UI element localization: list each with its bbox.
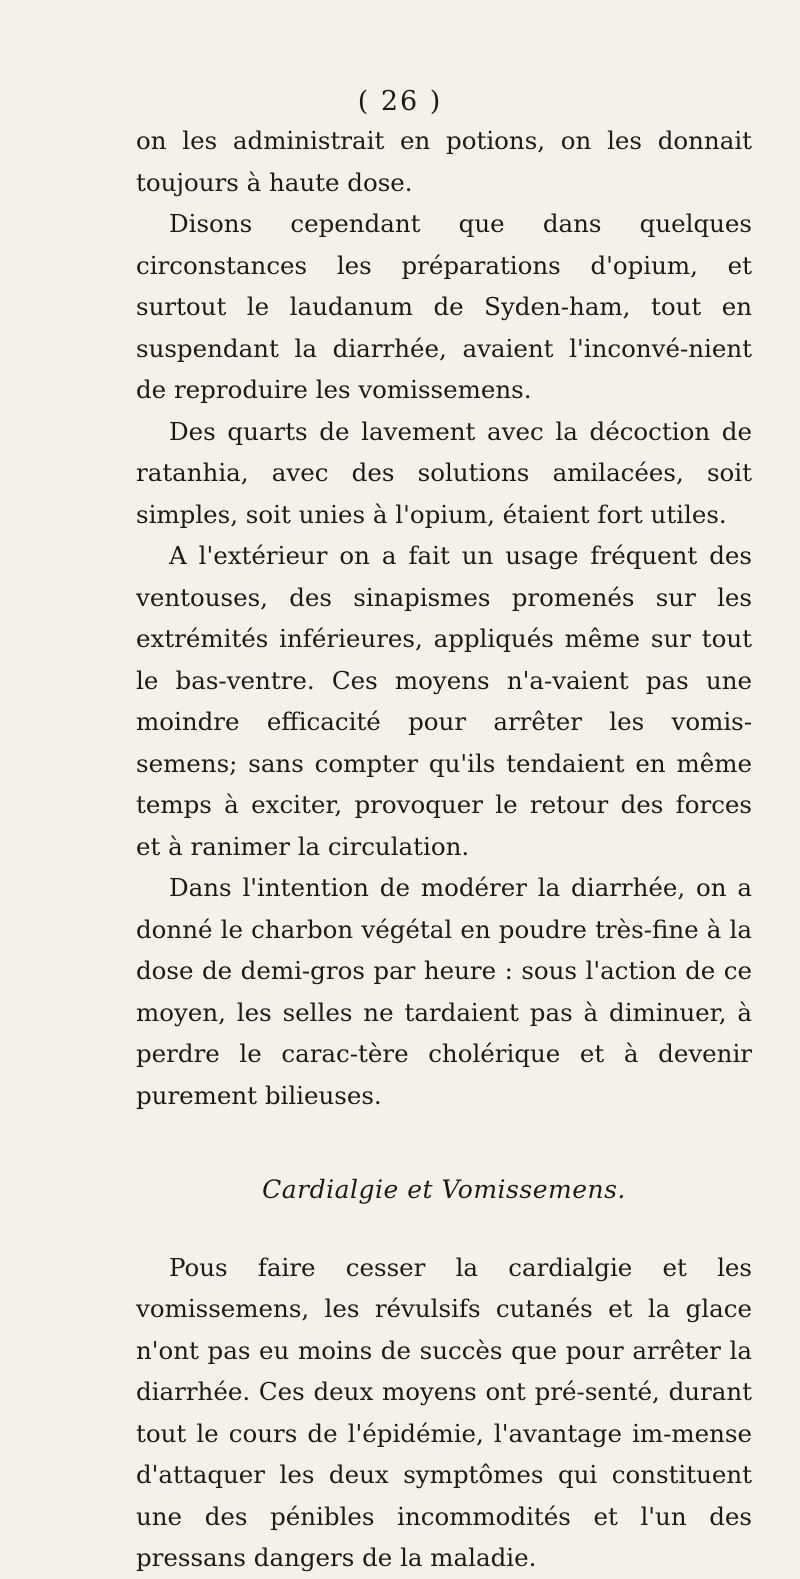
paragraph-exterieur: A l'extérieur on a fait un usage fréquent des ventouses, des sinapismes promenés sur les extrémités inférieures, appliqués même sur tout le bas-ventre. Ces moyens n'a-vaient pas une moindre efficacité pour arrêter les vomis-semens; sans compter qu'ils tendaient en même temps à exciter, provoquer le retour des forces et à ranimer la circulation. xyxy=(136,541,752,861)
paragraph-charbon: Dans l'intention de modérer la diarrhée, on a donné le charbon végétal en poudre très-fine à la dose de demi-gros par heure : sous l'action de ce moyen, les selles ne tardaient pas à diminuer, à perdre le carac-tère cholérique et à devenir purement bilieuses. xyxy=(136,873,752,1110)
paragraph-cardialgie: Pous faire cesser la cardialgie et les vomissemens, les révulsifs cutanés et la glace n'ont pas eu moins de succès que pour arrêter la diarrhée. Ces deux moyens ont pré-senté, durant tout le cours de l'épidémie, l'avantage im-mense d'attaquer les deux symptômes qui constituent une des pénibles incommodités et l'un des pressans dangers de la maladie. xyxy=(136,1252,752,1572)
paragraph-lavement: Des quarts de lavement avec la décoction de ratanhia, avec des solutions amilacées, soit simples, soit unies à l'opium, étaient fort utiles. xyxy=(136,416,752,529)
paragraph-laudanum: Disons cependant que dans quelques circonstances les préparations d'opium, et surtout le laudanum de Syden-ham, tout en suspendant la diarrhée, avaient l'inconvé-nient de reproduire les vomissemens. xyxy=(136,209,752,404)
body-text xyxy=(136,120,752,1579)
paragraph-continuation: on les administrait en potions, on les donnait toujours à haute dose. xyxy=(136,126,752,197)
page-number: ( 26 ) xyxy=(357,86,443,117)
section-heading: Cardialgie et Vomissemens. xyxy=(262,1175,626,1204)
